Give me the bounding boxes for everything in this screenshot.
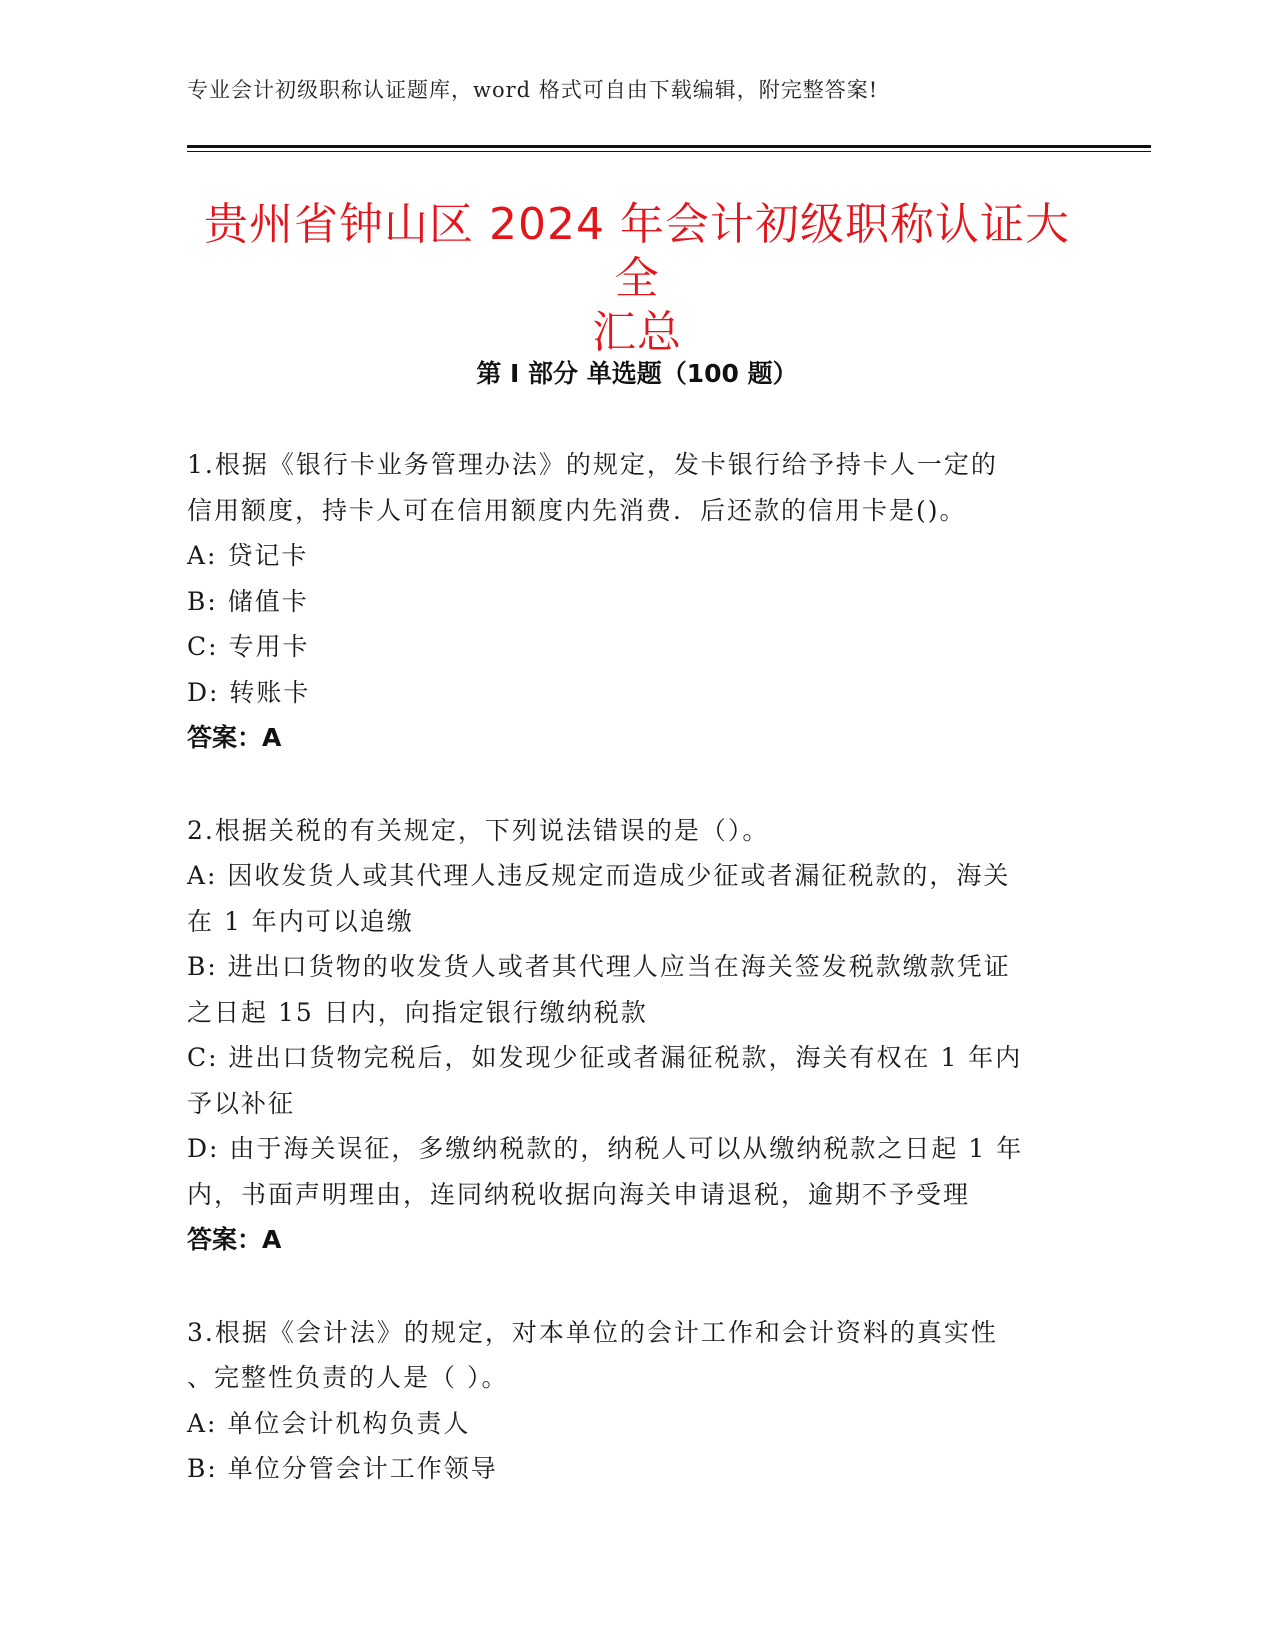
option-a	[187, 853, 1077, 944]
option-text-line: A: 单位会计机构负责人	[187, 1408, 471, 1438]
option-text-line: 予以补征	[187, 1088, 296, 1118]
document-title	[187, 198, 1087, 360]
title-line-2: 汇总	[592, 307, 682, 358]
question-stem-line: 1.根据《银行卡业务管理办法》的规定，发卡银行给予持卡人一定的	[187, 450, 998, 479]
option-text-line: D: 转账卡	[187, 677, 311, 707]
question-stem-line: 3.根据《会计法》的规定，对本单位的会计工作和会计资料的真实性	[187, 1317, 998, 1347]
option-text-line: 在 1 年内可以追缴	[187, 906, 414, 936]
option-text-line: B: 储值卡	[187, 586, 309, 616]
question-stem-line: 信用额度，持卡人可在信用额度内先消费．后还款的信用卡是()。	[187, 495, 967, 525]
option-text-line: B: 进出口货物的收发货人或者其代理人应当在海关签发税款缴款凭证	[187, 952, 1011, 981]
option-a	[187, 1401, 1077, 1447]
option-text-line: 内，书面声明理由，连同纳税收据向海关申请退税，逾期不予受理	[187, 1179, 971, 1209]
question-2	[187, 808, 1077, 1263]
option-text-line: D: 由于海关误征，多缴纳税款的，纳税人可以从缴纳税款之日起 1 年	[187, 1134, 1024, 1163]
option-c	[187, 624, 1077, 670]
option-text-line: C: 进出口货物完税后，如发现少征或者漏征税款，海关有权在 1 年内	[187, 1043, 1023, 1072]
header-rule-thin	[187, 151, 1151, 152]
question-stem-line: 2.根据关税的有关规定，下列说法错误的是（）。	[187, 815, 770, 845]
option-c	[187, 1035, 1077, 1126]
question-list	[187, 442, 1077, 1539]
question-1	[187, 442, 1077, 761]
option-b	[187, 1446, 1077, 1492]
answer-label: 答案：A	[187, 723, 282, 752]
question-3	[187, 1310, 1077, 1492]
section-heading: 第 I 部分 单选题（100 题）	[476, 359, 798, 388]
option-d	[187, 670, 1077, 716]
option-text-line: A: 贷记卡	[187, 541, 309, 570]
header-note: 专业会计初级职称认证题库，word 格式可自由下载编辑，附完整答案!	[187, 78, 879, 102]
question-stem-line: 、完整性负责的人是（ ）。	[187, 1363, 509, 1392]
title-line-1: 贵州省钟山区 2024 年会计初级职称认证大全	[204, 199, 1070, 304]
answer-label: 答案：A	[187, 1225, 282, 1254]
option-text-line: 之日起 15 日内，向指定银行缴纳税款	[187, 997, 648, 1027]
option-text-line: C: 专用卡	[187, 632, 310, 661]
option-text-line: A: 因收发货人或其代理人违反规定而造成少征或者漏征税款的，海关	[187, 861, 1011, 890]
option-text-line: B: 单位分管会计工作领导	[187, 1454, 498, 1483]
option-a	[187, 533, 1077, 579]
header-rule-thick	[187, 145, 1151, 148]
option-b	[187, 944, 1077, 1035]
option-b	[187, 579, 1077, 625]
option-d	[187, 1126, 1077, 1217]
